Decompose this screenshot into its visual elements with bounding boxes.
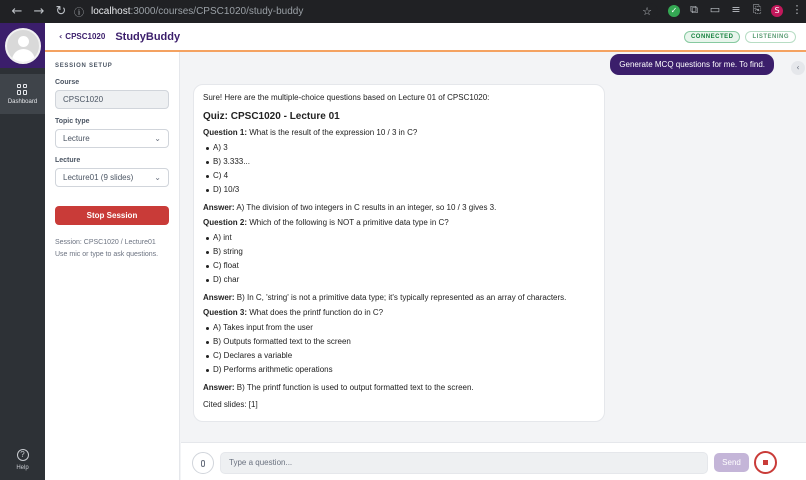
left-rail xyxy=(0,23,45,480)
option-item: B) string xyxy=(203,247,595,261)
mic-button[interactable] xyxy=(192,452,214,474)
option-item: A) Takes input from the user xyxy=(203,323,595,337)
reload-icon[interactable]: ↻ xyxy=(55,4,67,19)
user-avatar-icon[interactable] xyxy=(5,28,41,64)
option-item: A) int xyxy=(203,233,595,247)
list-icon[interactable]: ≡ xyxy=(731,3,741,16)
chevron-left-icon[interactable]: ‹ xyxy=(791,61,805,75)
question-text: What is the result of the expression 10 / 3 in C? xyxy=(247,128,418,137)
browser-toolbar xyxy=(0,0,806,23)
puzzle-extension-icon[interactable]: ⧉ xyxy=(690,3,698,16)
option-item: D) Performs arithmetic operations xyxy=(203,365,595,379)
question-input[interactable]: Type a question... xyxy=(220,452,708,474)
help-icon: ? xyxy=(17,449,29,461)
session-status xyxy=(55,237,169,261)
question-text: Which of the following is NOT a primitive data type in C? xyxy=(247,218,449,227)
user-message-bubble: Generate MCQ questions for me. To find. xyxy=(610,54,774,75)
answer-2 xyxy=(203,293,595,302)
back-arrow-icon[interactable]: ← xyxy=(11,4,23,19)
topic-type-select[interactable] xyxy=(55,129,169,148)
option-item: B) Outputs formatted text to the screen xyxy=(203,337,595,351)
chat-area xyxy=(181,52,806,442)
app-header xyxy=(45,23,806,52)
course-value: CPSC1020 xyxy=(63,95,104,104)
dashboard-label: Dashboard xyxy=(7,98,38,105)
share-icon[interactable]: ⎘ xyxy=(752,3,762,16)
answer-1 xyxy=(203,203,595,212)
course-label: Course xyxy=(55,79,80,86)
forward-arrow-icon[interactable]: → xyxy=(33,4,45,19)
session-hint-line: Use mic or type to ask questions. xyxy=(55,251,159,258)
menu-kebab-icon[interactable]: ⋮ xyxy=(791,3,803,16)
question-label: Question 2: xyxy=(203,218,248,227)
send-button[interactable]: Send xyxy=(714,453,749,472)
stop-session-button[interactable]: Stop Session xyxy=(55,206,169,225)
bookmark-star-icon[interactable]: ☆ xyxy=(642,5,652,18)
session-status-line: Session: CPSC1020 / Lecture01 xyxy=(55,239,156,246)
address-bar[interactable] xyxy=(68,3,658,20)
back-to-course-link[interactable] xyxy=(59,32,105,41)
option-item: C) 4 xyxy=(203,171,595,185)
browser-nav xyxy=(6,4,72,19)
answer-3 xyxy=(203,383,595,392)
stop-square-icon xyxy=(763,460,768,465)
dashboard-grid-icon xyxy=(17,84,28,95)
answer-label: Answer: xyxy=(203,203,235,212)
question-label: Question 1: xyxy=(203,128,248,137)
site-info-icon[interactable]: ⓘ xyxy=(74,8,84,19)
assistant-message-bubble xyxy=(193,84,605,422)
options-list xyxy=(203,323,595,379)
option-item: A) 3 xyxy=(203,143,595,157)
rail-help-button[interactable] xyxy=(0,449,45,471)
chevron-down-icon: ⌄ xyxy=(154,173,161,182)
question-1 xyxy=(203,128,595,137)
topic-type-label: Topic type xyxy=(55,118,90,125)
back-label: CPSC1020 xyxy=(65,32,106,41)
status-badges xyxy=(684,31,796,43)
url-path: :3000/courses/CPSC1020/study-buddy xyxy=(130,6,304,17)
chevron-down-icon: ⌄ xyxy=(154,134,161,143)
extension-icon[interactable]: ✓ xyxy=(668,5,680,17)
rail-dashboard-button[interactable] xyxy=(0,74,45,114)
option-item: B) 3.333... xyxy=(203,157,595,171)
cited-slides: Cited slides: [1] xyxy=(203,400,258,409)
message-composer xyxy=(181,442,806,480)
help-label: Help xyxy=(16,465,29,471)
topic-type-value: Lecture xyxy=(63,134,90,143)
question-label: Question 3: xyxy=(203,308,248,317)
course-field xyxy=(55,90,169,109)
listening-badge: LISTENING xyxy=(745,31,796,43)
answer-text: A) The division of two integers in C results in an integer, so 10 / 3 gives 3. xyxy=(234,203,497,212)
option-item: C) Declares a variable xyxy=(203,351,595,365)
answer-text: B) The printf function is used to output formatted text to the screen. xyxy=(234,383,474,392)
record-stop-button[interactable] xyxy=(754,451,777,474)
session-setup-panel xyxy=(45,52,180,480)
session-setup-title: SESSION SETUP xyxy=(55,63,113,69)
rail-profile xyxy=(0,23,45,68)
options-list xyxy=(203,143,595,199)
profile-avatar[interactable]: S xyxy=(771,5,783,17)
question-text: What does the printf function do in C? xyxy=(247,308,384,317)
chevron-left-icon: ‹ xyxy=(59,32,63,41)
options-list xyxy=(203,233,595,289)
lecture-value: Lecture01 (9 slides) xyxy=(63,173,134,182)
option-item: C) float xyxy=(203,261,595,275)
cast-icon[interactable]: ▭ xyxy=(709,3,721,16)
connected-badge: CONNECTED xyxy=(684,31,741,43)
answer-label: Answer: xyxy=(203,293,235,302)
option-item: D) char xyxy=(203,275,595,289)
lecture-select[interactable] xyxy=(55,168,169,187)
quiz-title: Quiz: CPSC1020 - Lecture 01 xyxy=(203,111,340,122)
microphone-icon xyxy=(201,460,205,467)
lecture-label: Lecture xyxy=(55,157,81,164)
url-host: localhost xyxy=(91,6,131,17)
app-brand: StudyBuddy xyxy=(115,30,181,43)
assistant-intro: Sure! Here are the multiple-choice questions based on Lecture 01 of CPSC1020: xyxy=(203,93,490,102)
question-3 xyxy=(203,308,595,317)
extensions-area xyxy=(668,3,804,19)
answer-text: B) In C, 'string' is not a primitive data type; it's typically represented as an array of characters. xyxy=(234,293,567,302)
question-2 xyxy=(203,218,595,227)
option-item: D) 10/3 xyxy=(203,185,595,199)
answer-label: Answer: xyxy=(203,383,235,392)
